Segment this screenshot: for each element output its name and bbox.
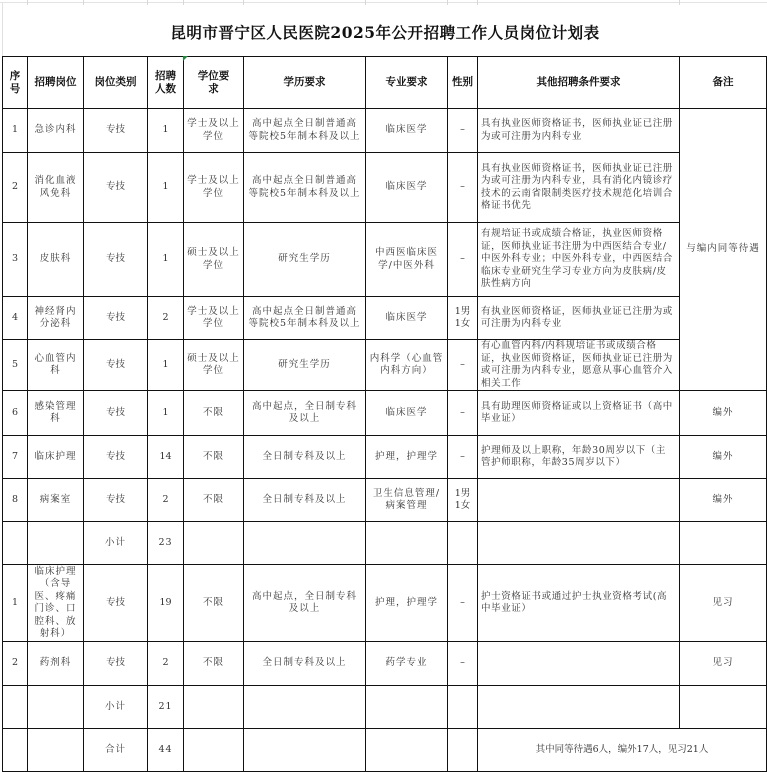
cell-gender[interactable]: 1男 1女 <box>448 297 478 340</box>
subtotal-row <box>3 686 767 729</box>
cell-major[interactable]: 卫生信息管理/病案管理 <box>366 479 448 522</box>
cell-empty[interactable] <box>680 522 767 565</box>
cell-category[interactable]: 专技 <box>84 223 148 297</box>
cell-count[interactable]: 1 <box>148 223 184 297</box>
cell-education[interactable]: 全日制专科及以上 <box>244 436 366 479</box>
cell-empty[interactable] <box>680 686 767 729</box>
cell-empty[interactable] <box>28 729 84 772</box>
cell-category[interactable]: 专技 <box>84 642 148 686</box>
cell-seq[interactable]: 6 <box>3 391 28 436</box>
cell-empty[interactable] <box>28 522 84 565</box>
recruitment-plan-table <box>2 56 767 772</box>
header-gender[interactable]: 性别 <box>448 57 478 109</box>
cell-remark[interactable]: 见习 <box>680 565 767 642</box>
cell-major[interactable]: 药学专业 <box>366 642 448 686</box>
table-row <box>3 340 767 391</box>
cell-gender[interactable]: – <box>448 565 478 642</box>
cell-degree[interactable]: 不限 <box>184 391 244 436</box>
cell-empty[interactable] <box>366 729 448 772</box>
cell-category[interactable]: 专技 <box>84 297 148 340</box>
cell-education[interactable]: 高中起点，全日制专科及以上 <box>244 391 366 436</box>
cell-seq[interactable]: 4 <box>3 297 28 340</box>
cell-education[interactable]: 研究生学历 <box>244 223 366 297</box>
cell-position[interactable]: 临床护理 <box>28 436 84 479</box>
subtotal-count[interactable]: 21 <box>148 686 184 729</box>
cell-empty[interactable] <box>3 522 28 565</box>
table-row <box>3 391 767 436</box>
cell-major[interactable]: 临床医学 <box>366 109 448 153</box>
cell-degree[interactable]: 不限 <box>184 479 244 522</box>
cell-empty[interactable] <box>184 729 244 772</box>
cell-remark-merged[interactable]: 与编内同等待遇 <box>680 109 767 391</box>
cell-position[interactable]: 消化血液风免科 <box>28 153 84 223</box>
cell-category[interactable]: 专技 <box>84 109 148 153</box>
cell-empty[interactable] <box>448 686 478 729</box>
header-other[interactable]: 其他招聘条件要求 <box>478 57 680 109</box>
cell-empty[interactable] <box>478 686 680 729</box>
cell-other[interactable] <box>478 642 680 686</box>
cell-major[interactable]: 中西医临床医学/中医外科 <box>366 223 448 297</box>
table-row <box>3 565 767 642</box>
cell-empty[interactable] <box>478 522 680 565</box>
cell-empty[interactable] <box>184 686 244 729</box>
header-remark[interactable]: 备注 <box>680 57 767 109</box>
cell-seq[interactable]: 2 <box>3 153 28 223</box>
cell-education[interactable]: 高中起点全日制普通高等院校5年制本科及以上 <box>244 109 366 153</box>
cell-gender[interactable]: – <box>448 340 478 391</box>
cell-gender[interactable]: – <box>448 642 478 686</box>
table-row <box>3 297 767 340</box>
table-row <box>3 109 767 153</box>
cell-gender[interactable]: 1男 1女 <box>448 479 478 522</box>
cell-remark[interactable]: 编外 <box>680 391 767 436</box>
cell-remark[interactable]: 见习 <box>680 642 767 686</box>
cell-count[interactable]: 2 <box>148 642 184 686</box>
cell-position[interactable]: 感染管理科 <box>28 391 84 436</box>
cell-count[interactable]: 2 <box>148 479 184 522</box>
cell-count[interactable]: 1 <box>148 109 184 153</box>
cell-major[interactable]: 护理，护理学 <box>366 436 448 479</box>
cell-seq[interactable]: 1 <box>3 565 28 642</box>
total-count[interactable]: 44 <box>148 729 184 772</box>
header-count[interactable]: 招聘人数 <box>148 57 184 109</box>
cell-other[interactable]: 护士资格证书或通过护士执业资格考试(高中毕业证） <box>478 565 680 642</box>
cell-degree[interactable]: 学士及以上学位 <box>184 297 244 340</box>
total-row <box>3 729 767 772</box>
cell-count[interactable]: 1 <box>148 391 184 436</box>
cell-other[interactable]: 有心血管内科/内科规培证书或成绩合格证，执业医师资格证，医师执业证已注册为或可注册为内科专业，愿意从事心血管介入相关工作 <box>478 340 680 391</box>
cell-position[interactable]: 急诊内科 <box>28 109 84 153</box>
cell-count[interactable]: 19 <box>148 565 184 642</box>
cell-degree[interactable]: 硕士及以上学位 <box>184 223 244 297</box>
cell-major[interactable]: 临床医学 <box>366 391 448 436</box>
title-cell[interactable] <box>2 3 767 56</box>
cell-empty[interactable] <box>366 686 448 729</box>
table-row <box>3 642 767 686</box>
cell-category[interactable]: 专技 <box>84 479 148 522</box>
cell-empty[interactable] <box>28 686 84 729</box>
cell-empty[interactable] <box>3 729 28 772</box>
cell-seq[interactable]: 3 <box>3 223 28 297</box>
cell-other[interactable]: 具有执业医师资格证书，医师执业证已注册为或可注册为内科专业 <box>478 109 680 153</box>
cell-education[interactable]: 高中起点全日制普通高等院校5年制本科及以上 <box>244 297 366 340</box>
cell-seq[interactable]: 7 <box>3 436 28 479</box>
cell-major[interactable]: 临床医学 <box>366 153 448 223</box>
header-category[interactable]: 岗位类别 <box>84 57 148 109</box>
cell-position[interactable]: 药剂科 <box>28 642 84 686</box>
table-row <box>3 153 767 223</box>
cell-category[interactable]: 专技 <box>84 340 148 391</box>
cell-empty[interactable] <box>184 522 244 565</box>
cell-category[interactable]: 专技 <box>84 153 148 223</box>
cell-other[interactable]: 护理师及以上职称，年龄30周岁以下（主管护师职称，年龄35周岁以下） <box>478 436 680 479</box>
cell-gender[interactable]: – <box>448 223 478 297</box>
cell-empty[interactable] <box>244 522 366 565</box>
cell-seq[interactable]: 2 <box>3 642 28 686</box>
cell-other[interactable]: 具有执业医师资格证书，医师执业证已注册为或可注册为内科专业，具有消化内镜诊疗技术的云南省限制类医疗技术规范化培训合格证书优先 <box>478 153 680 223</box>
cell-empty[interactable] <box>366 522 448 565</box>
cell-empty[interactable] <box>448 729 478 772</box>
cell-major[interactable]: 内科学（心血管内科方向） <box>366 340 448 391</box>
cell-remark[interactable]: 编外 <box>680 479 767 522</box>
subtotal-label[interactable]: 小计 <box>84 686 148 729</box>
subtotal-count[interactable]: 23 <box>148 522 184 565</box>
cell-empty[interactable] <box>244 686 366 729</box>
cell-count[interactable]: 1 <box>148 340 184 391</box>
cell-seq[interactable]: 5 <box>3 340 28 391</box>
cell-seq[interactable]: 8 <box>3 479 28 522</box>
cell-count[interactable]: 14 <box>148 436 184 479</box>
cell-category[interactable]: 专技 <box>84 391 148 436</box>
cell-position[interactable]: 病案室 <box>28 479 84 522</box>
cell-degree[interactable]: 学士及以上学位 <box>184 153 244 223</box>
cell-other[interactable]: 具有助理医师资格证或以上资格证书（高中毕业证） <box>478 391 680 436</box>
page-title: 昆明市晋宁区人民医院2025年公开招聘工作人员岗位计划表 <box>170 23 600 42</box>
cell-seq[interactable]: 1 <box>3 109 28 153</box>
cell-degree[interactable]: 不限 <box>184 436 244 479</box>
cell-remark[interactable]: 编外 <box>680 436 767 479</box>
header-degree[interactable]: 学位要求 <box>184 57 244 109</box>
cell-degree[interactable]: 学士及以上学位 <box>184 109 244 153</box>
cell-gender[interactable]: – <box>448 109 478 153</box>
header-row <box>3 57 767 109</box>
cell-count[interactable]: 2 <box>148 297 184 340</box>
cell-empty[interactable] <box>244 729 366 772</box>
subtotal-row <box>3 522 767 565</box>
cell-education[interactable]: 全日制专科及以上 <box>244 479 366 522</box>
cell-major[interactable]: 临床医学 <box>366 297 448 340</box>
header-major[interactable]: 专业要求 <box>366 57 448 109</box>
total-label[interactable]: 合计 <box>84 729 148 772</box>
cell-gender[interactable]: – <box>448 153 478 223</box>
cell-gender[interactable]: – <box>448 436 478 479</box>
cell-category[interactable]: 专技 <box>84 436 148 479</box>
cell-empty[interactable] <box>3 686 28 729</box>
cell-degree[interactable]: 不限 <box>184 565 244 642</box>
table-row <box>3 436 767 479</box>
cell-comment-marker-icon[interactable] <box>183 56 188 61</box>
cell-education[interactable]: 高中起点，全日制专科及以上 <box>244 565 366 642</box>
cell-category[interactable]: 专技 <box>84 565 148 642</box>
cell-position[interactable]: 皮肤科 <box>28 223 84 297</box>
cell-position[interactable]: 神经肾内分泌科 <box>28 297 84 340</box>
cell-education[interactable]: 研究生学历 <box>244 340 366 391</box>
header-seq[interactable]: 序号 <box>3 57 28 109</box>
cell-other[interactable]: 有规培证书或成绩合格证，执业医师资格证，医师执业证书注册为中西医结合专业/中医外科专业；中医外科专业，中西医结合临床专业研究生学习专业方向为皮肤病/皮肤性病方向 <box>478 223 680 297</box>
cell-other[interactable]: 有执业医师资格证，医师执业证已注册为或可注册为内科专业 <box>478 297 680 340</box>
table-row <box>3 223 767 297</box>
subtotal-label[interactable]: 小计 <box>84 522 148 565</box>
total-note[interactable]: 其中同等待遇6人，编外17人，见习21人 <box>478 729 767 772</box>
cell-gender[interactable]: – <box>448 391 478 436</box>
header-position[interactable]: 招聘岗位 <box>28 57 84 109</box>
cell-major[interactable]: 护理，护理学 <box>366 565 448 642</box>
cell-education[interactable]: 高中起点全日制普通高等院校5年制本科及以上 <box>244 153 366 223</box>
cell-empty[interactable] <box>448 522 478 565</box>
cell-count[interactable]: 1 <box>148 153 184 223</box>
cell-degree[interactable]: 硕士及以上学位 <box>184 340 244 391</box>
cell-other[interactable] <box>478 479 680 522</box>
header-education[interactable]: 学历要求 <box>244 57 366 109</box>
cell-degree[interactable]: 不限 <box>184 642 244 686</box>
cell-position[interactable]: 临床护理（含导医、疼痛门诊、口腔科、放射科） <box>28 565 84 642</box>
cell-position[interactable]: 心血管内科 <box>28 340 84 391</box>
table-row <box>3 479 767 522</box>
cell-education[interactable]: 全日制专科及以上 <box>244 642 366 686</box>
